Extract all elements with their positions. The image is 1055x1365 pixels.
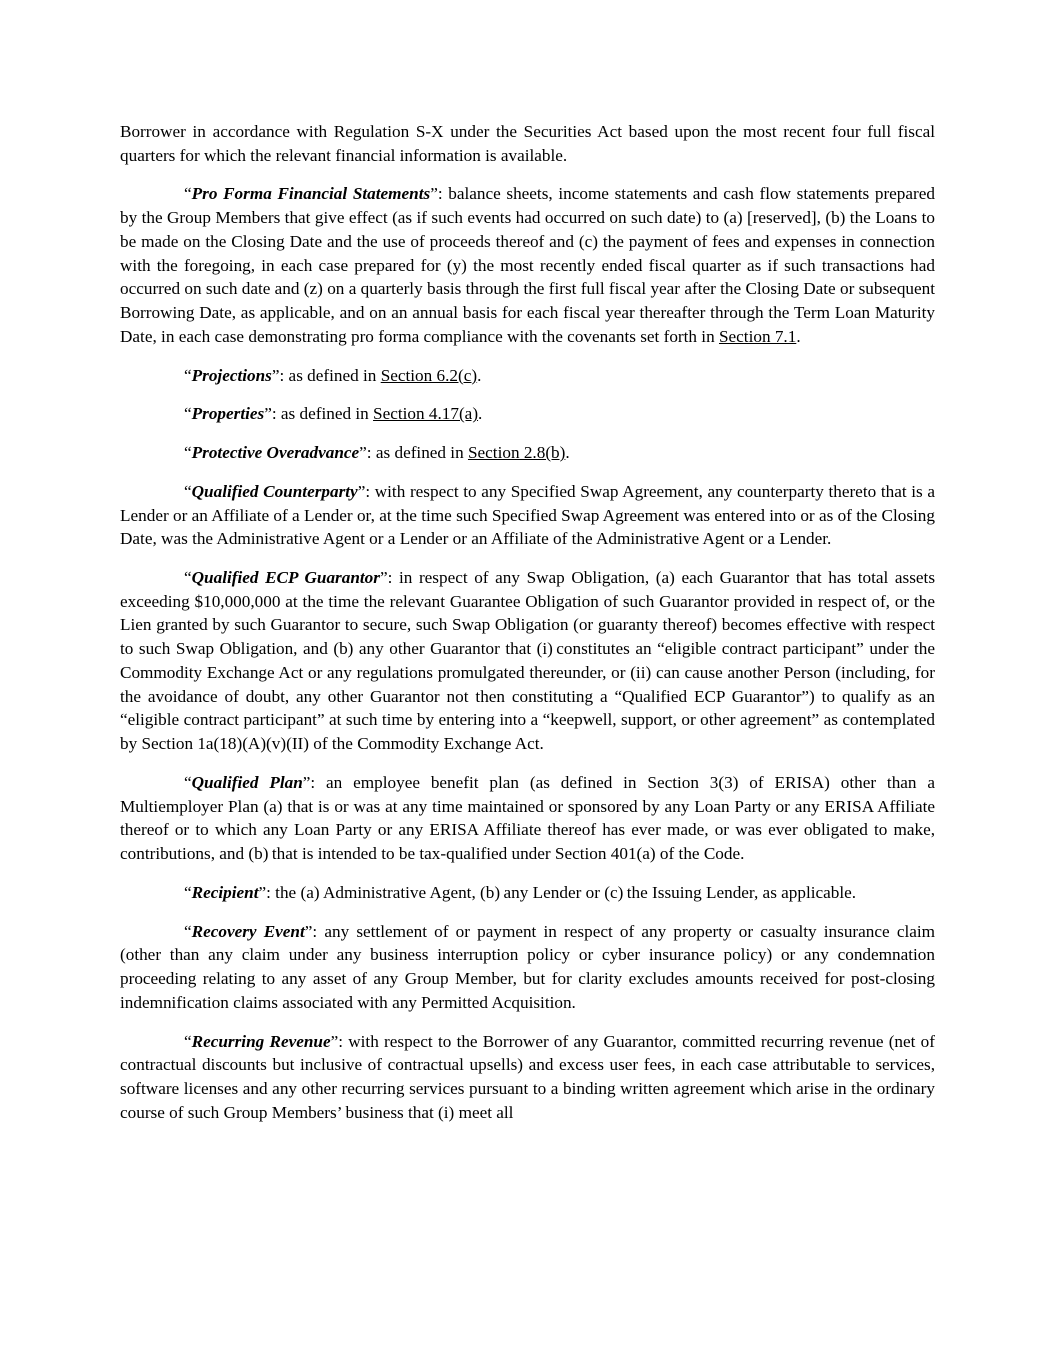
text-run: ”: any settlement of or payment in respect of any property or casualty insurance claim (other than any claim under any business interruption policy or cyber insurance policy) or any condemnation proceeding relating to any asset of any Group Member, but for clarity excludes amounts received for post-closing indemnification claims associated with any Permitted Acquisition. [120, 921, 935, 1012]
paragraph-p-recurring-revenue [120, 1030, 935, 1125]
text-run: ”: the (a) Administrative Agent, (b) any Lender or (c) the Issuing Lender, as applicable. [258, 882, 857, 902]
defined-term: Pro Forma Financial Statements [191, 184, 431, 204]
paragraph-p-protective-overadvance [120, 441, 935, 465]
section-cross-reference[interactable]: Section 7.1 [718, 326, 797, 346]
section-cross-reference[interactable]: Section 2.8(b) [467, 443, 566, 463]
defined-term: Qualified Plan [191, 772, 303, 792]
text-run: “ [184, 184, 192, 204]
text-run: ”: with respect to any Specified Swap Agreement, any counterparty thereto that is a Lender or an Affiliate of a Lender or, at the time such Specified Swap Agreement was entered into or as of the Closing Date, was the Administrative Agent or a Lender or an Affiliate of the Administrative Agent or a Lender. [120, 481, 935, 549]
defined-term: Projections [191, 365, 272, 385]
defined-term: Recipient [191, 882, 259, 902]
paragraph-p-qualified-counterparty [120, 480, 935, 551]
text-run: ”: as defined in [271, 365, 381, 385]
paragraph-p-qualified-plan [120, 771, 935, 866]
text-run: “ [184, 481, 192, 501]
text-run: ”: with respect to the Borrower of any Guarantor, committed recurring revenue (net of contractual discounts but inclusive of contractual upsells) and excess user fees, in each case attributable to services, software licenses and any other recurring services pursuant to a binding written agreement which arise in the ordinary course of such Group Members’ business that (i) meet all [120, 1031, 935, 1122]
defined-term: Properties [191, 404, 265, 424]
paragraph-p-recipient [120, 881, 935, 905]
paragraph-p-borrower-regs [120, 120, 935, 167]
text-run: ”: as defined in [264, 404, 374, 424]
text-run: ”: in respect of any Swap Obligation, (a) each Guarantor that has total assets exceeding $10,000,000 at the time the relevant Guarantee Obligation of such Guarantor provided in respect of, or the Lien granted by such Guarantor to secure, such Swap Obligation (or guaranty thereof) becomes effective with respect to such Swap Obligation, and (b) any other Guarantor that (i) constitutes an “eligible contract participant” under the Commodity Exchange Act or any regulations promulgated thereunder, or (ii) can cause another Person (including, for the avoidance of doubt, any other Guarantor not then constituting a “Qualified ECP Guarantor”) to qualify as an “eligible contract participant” at such time by entering into a “keepwell, support, or other agreement” as contemplated by Section 1a(18)(A)(v)(II) of the Commodity Exchange Act. [120, 568, 936, 754]
text-run: . [796, 326, 801, 346]
text-run: “ [184, 443, 192, 463]
text-run: “ [184, 568, 192, 588]
defined-term: Recurring Revenue [191, 1031, 331, 1051]
defined-term: Qualified Counterparty [191, 481, 358, 501]
section-cross-reference[interactable]: Section 6.2(c) [380, 365, 478, 385]
text-run: . [477, 365, 482, 385]
paragraph-p-properties [120, 402, 935, 426]
text-run: Borrower in accordance with Regulation S-X under the Securities Act based upon the most recent four full fiscal quarters for which the relevant financial information is available. [120, 122, 935, 165]
text-run: “ [184, 772, 192, 792]
text-run: “ [184, 1031, 192, 1051]
paragraph-p-qualified-ecp-guarantor [120, 566, 935, 756]
text-run: . [478, 404, 483, 424]
text-run: “ [184, 921, 192, 941]
defined-term: Qualified ECP Guarantor [191, 568, 380, 588]
text-run: . [565, 443, 570, 463]
text-run: “ [184, 882, 192, 902]
text-run: ”: as defined in [359, 443, 468, 463]
text-run: ”: an employee benefit plan (as defined in Section 3(3) of ERISA) other than a Multiemployer Plan (a) that is or was at any time maintained or sponsored by any Loan Party or any ERISA Affiliate thereof or to which any Loan Party or any ERISA Affiliate thereof has ever made, or was ever obligated to make, contributions, and (b) that is intended to be tax-qualified under Section 401(a) of the Code. [120, 772, 936, 864]
text-run: “ [184, 365, 192, 385]
document-body [120, 120, 935, 1124]
defined-term: Recovery Event [191, 921, 305, 941]
section-cross-reference[interactable]: Section 4.17(a) [373, 404, 479, 424]
paragraph-p-projections [120, 364, 935, 388]
paragraph-p-recovery-event [120, 920, 935, 1015]
text-run: ”: balance sheets, income statements and cash flow statements prepared by the Group Members that give effect (as if such events had occurred on such date) to (a) [reserved], (b) the Loans to be made on the Closing Date and the use of proceeds thereof and (c) the payment of fees and expenses in connection with the foregoing, in each case prepared for (y) the most recently ended fiscal quarter as if such transactions had occurred on such date and (z) on a quarterly basis through the first full fiscal year after the Closing Date or subsequent Borrowing Date, as applicable, and on an annual basis for each fiscal year thereafter through the Term Loan Maturity Date, in each case demonstrating pro forma compliance with the covenants set forth in [120, 184, 935, 346]
paragraph-p-pro-forma [120, 182, 935, 348]
defined-term: Protective Overadvance [191, 443, 360, 463]
text-run: “ [184, 404, 192, 424]
